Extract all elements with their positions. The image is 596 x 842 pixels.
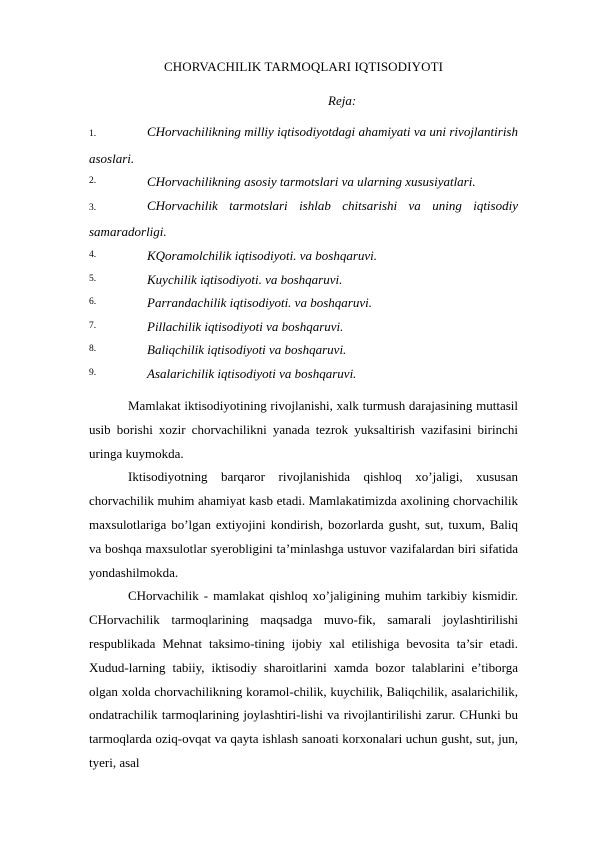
body-text <box>89 394 518 775</box>
plan-item-number: 3. <box>89 202 97 213</box>
plan-item <box>89 244 518 268</box>
plan-item <box>89 338 518 362</box>
plan-item <box>89 362 518 386</box>
plan-item-text: Pillachilik iqtisodiyoti va boshqaruvi. <box>147 318 344 334</box>
plan-item-number: 4. <box>89 249 97 260</box>
plan-item-text: Kuychilik iqtisodiyoti. va boshqaruvi. <box>147 271 343 287</box>
plan-item-number: 6. <box>89 297 97 308</box>
plan-item <box>89 291 518 315</box>
document-title: CHORVACHILIK TARMOQLARI IQTISODIYOTI <box>163 59 444 74</box>
plan-item-number: 7. <box>89 320 97 331</box>
plan-item-text: KQoramolchilik iqtisodiyoti. va boshqaruvi. <box>147 247 378 263</box>
plan-item <box>89 194 518 244</box>
plan-item-text: Asalarichilik iqtisodiyoti va boshqaruvi. <box>147 365 357 381</box>
plan-item-number: 8. <box>89 344 97 355</box>
plan-item-text: CHorvachilik tarmotslari ishlab chitsarishi va uning iqtisodiy samaradorligi. <box>89 197 518 240</box>
plan-item <box>89 315 518 339</box>
plan-heading: Reja: <box>328 93 357 108</box>
plan-item-text: Baliqchilik iqtisodiyoti va boshqaruvi. <box>147 342 347 358</box>
plan-item <box>89 170 518 194</box>
body-paragraph: Iktisodiyotning barqaror rivojlanishida qishloq xo’jaligi, xususan chorvachilik muhim ahamiyat kasb etadi. Mamlakatimizda axolining chorvachilik maxsulotlariga bo’lgan extiyojini kondirish, bozorlarda gusht, sut, tuxum, Baliq va boshqa maxsulotlar syerobligini ta’minlashga ustuvor vazifalardan biri sifatida yondashilmokda. <box>89 469 518 580</box>
plan-item-text: CHorvachilikning asosiy tarmotslari va ularning xususiyatlari. <box>147 174 476 190</box>
plan-item-text: CHorvachilikning milliy iqtisodiyotdagi ahamiyati va uni rivojlantirish asoslari. <box>89 124 518 166</box>
plan-item <box>89 120 518 170</box>
plan-item-number: 5. <box>89 273 97 284</box>
plan-item-number: 2. <box>89 176 97 187</box>
body-paragraph: CHorvachilik - mamlakat qishloq xo’jaligining muhim tarkibiy kismidir. CHorvachilik tarmoqlarining maqsadga muvo-fik, samarali joylashtirilishi respublikada Mehnat taksimo-tining ijobiy xal etilishiga bevosita ta’sir etadi. Xudud-larning tabiiy, iktisodiy sharoitlarini xamda bozor talablarini e’tiborga olgan xolda chorvachilikning koramol-chilik, kuychilik, Baliqchilik, asalarichilik, ondatrachilik tarmoqlarining joylashtiri-lishi va rivojlantirilishi zarur. CHunki bu tarmoqlarda oziq-ovqat va qayta ishlash sanoati korxonalari uchun gusht, sut, jun, tyeri, asal <box>89 588 518 770</box>
body-paragraph: Mamlakat iktisodiyotining rivojlanishi, xalk turmush darajasining muttasil usib borishi xozir chorvachilikni yanada tezrok yuksaltirish vazifasini birinchi uringa kuymokda. <box>89 398 518 461</box>
plan-item-text: Parrandachilik iqtisodiyoti. va boshqaruvi. <box>147 295 372 311</box>
plan-item-number: 1. <box>89 129 97 139</box>
plan-item <box>89 268 518 292</box>
plan-item-number: 9. <box>89 367 97 378</box>
plan-list <box>89 120 518 386</box>
